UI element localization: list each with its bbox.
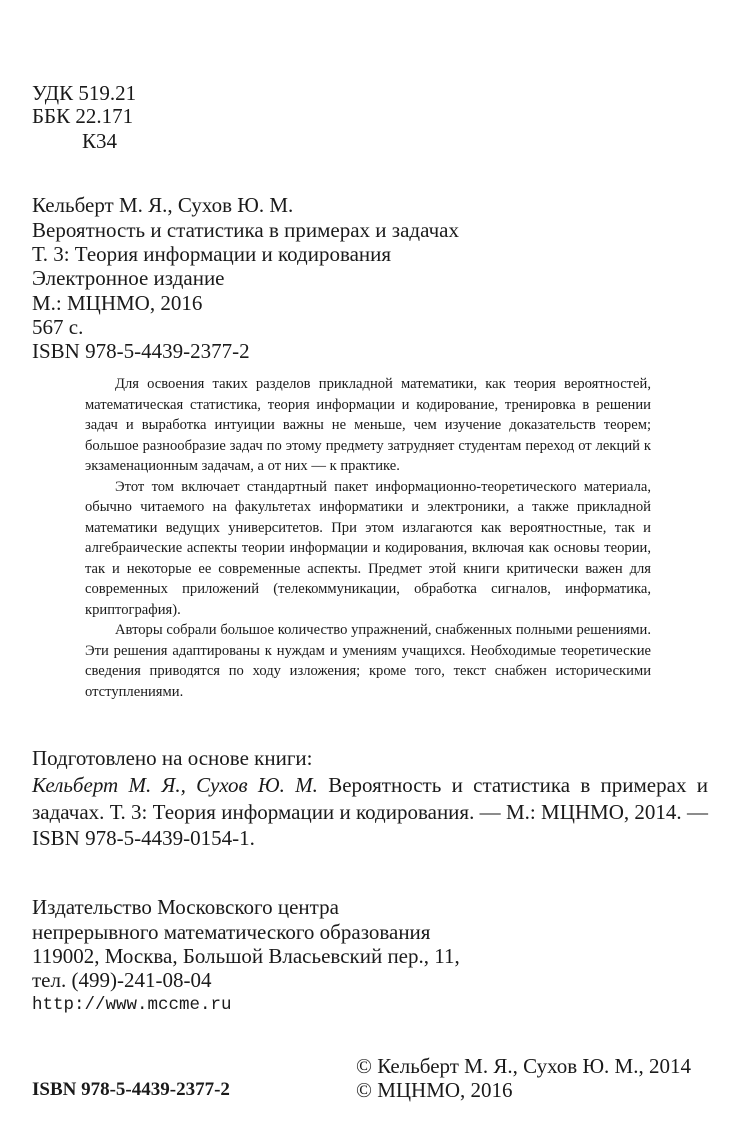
publisher-url[interactable]: http://www.mccme.ru [32,995,232,1015]
publisher-year: М.: МЦНМО, 2016 [32,291,203,315]
bbk-code: ББК 22.171 [32,104,134,128]
author-sign: К34 [82,129,118,153]
book-title: Вероятность и статистика в примерах и задачах [32,218,459,242]
publisher-name-1: Издательство Московского центра [32,895,339,919]
source-heading: Подготовлено на основе книги: [32,746,313,770]
source-authors: Кельберт М. Я., Сухов Ю. М. [32,773,318,797]
copyright-authors: © Кельберт М. Я., Сухов Ю. М., 2014 [356,1054,691,1078]
abstract-paragraph-2: Этот том включает стандартный пакет информационно-теоретического материала, обычно читаемого на факультетах информатики и электроники, а также прикладной математики ведущих университетов. При этом излагаются как вероятностные, так и алгебраические аспекты теории информации и кодирования, включая как основы теории, так и некоторые ее современные аспекты. Предмет этой книги критически важен для современных приложений (телекоммуникации, обработка сигналов, информатика, криптография). [85,478,651,618]
abstract-paragraph-3: Авторы собрали большое количество упражнений, снабженных полными решениями. Эти решения адаптированы к нуждам и умениям учащихся. Необходимые теоретические сведения приводятся по ходу изложения; кроме того, текст снабжен историческими отступлениями. [85,622,651,700]
abstract [85,374,651,702]
copyright-publisher: © МЦНМО, 2016 [356,1078,513,1102]
isbn: ISBN 978-5-4439-2377-2 [32,339,250,363]
abstract-paragraph-1: Для освоения таких разделов прикладной математики, как теория вероятностей, математическая статистика, теория информации и кодирование, тренировка в решении задач и выработка интуиции важны не меньше, чем изучение доказательств теорем; большое разнообразие задач по этому предмету затрудняет студентам переход от лекций к экзаменационным задачам, а от них — к практике. [85,376,651,474]
source-details: Вероятность и статистика в примерах и задачах. Т. 3: Теория информации и кодирования. — М.: МЦНМО, 2014. — ISBN 978-5-4439-0154-1. [32,773,708,851]
publisher-address: 119002, Москва, Большой Власьевский пер., 11, [32,944,460,968]
publisher-name-2: непрерывного математического образования [32,920,431,944]
publisher-phone: тел. (499)-241-08-04 [32,968,212,992]
edition: Электронное издание [32,266,225,290]
isbn-footer: ISBN 978-5-4439-2377-2 [32,1079,230,1100]
authors: Кельберт М. Я., Сухов Ю. М. [32,193,294,217]
udk-code: УДК 519.21 [32,81,137,105]
page-count: 567 с. [32,315,84,339]
source-citation [32,772,708,852]
volume-title: Т. 3: Теория информации и кодирования [32,242,392,266]
